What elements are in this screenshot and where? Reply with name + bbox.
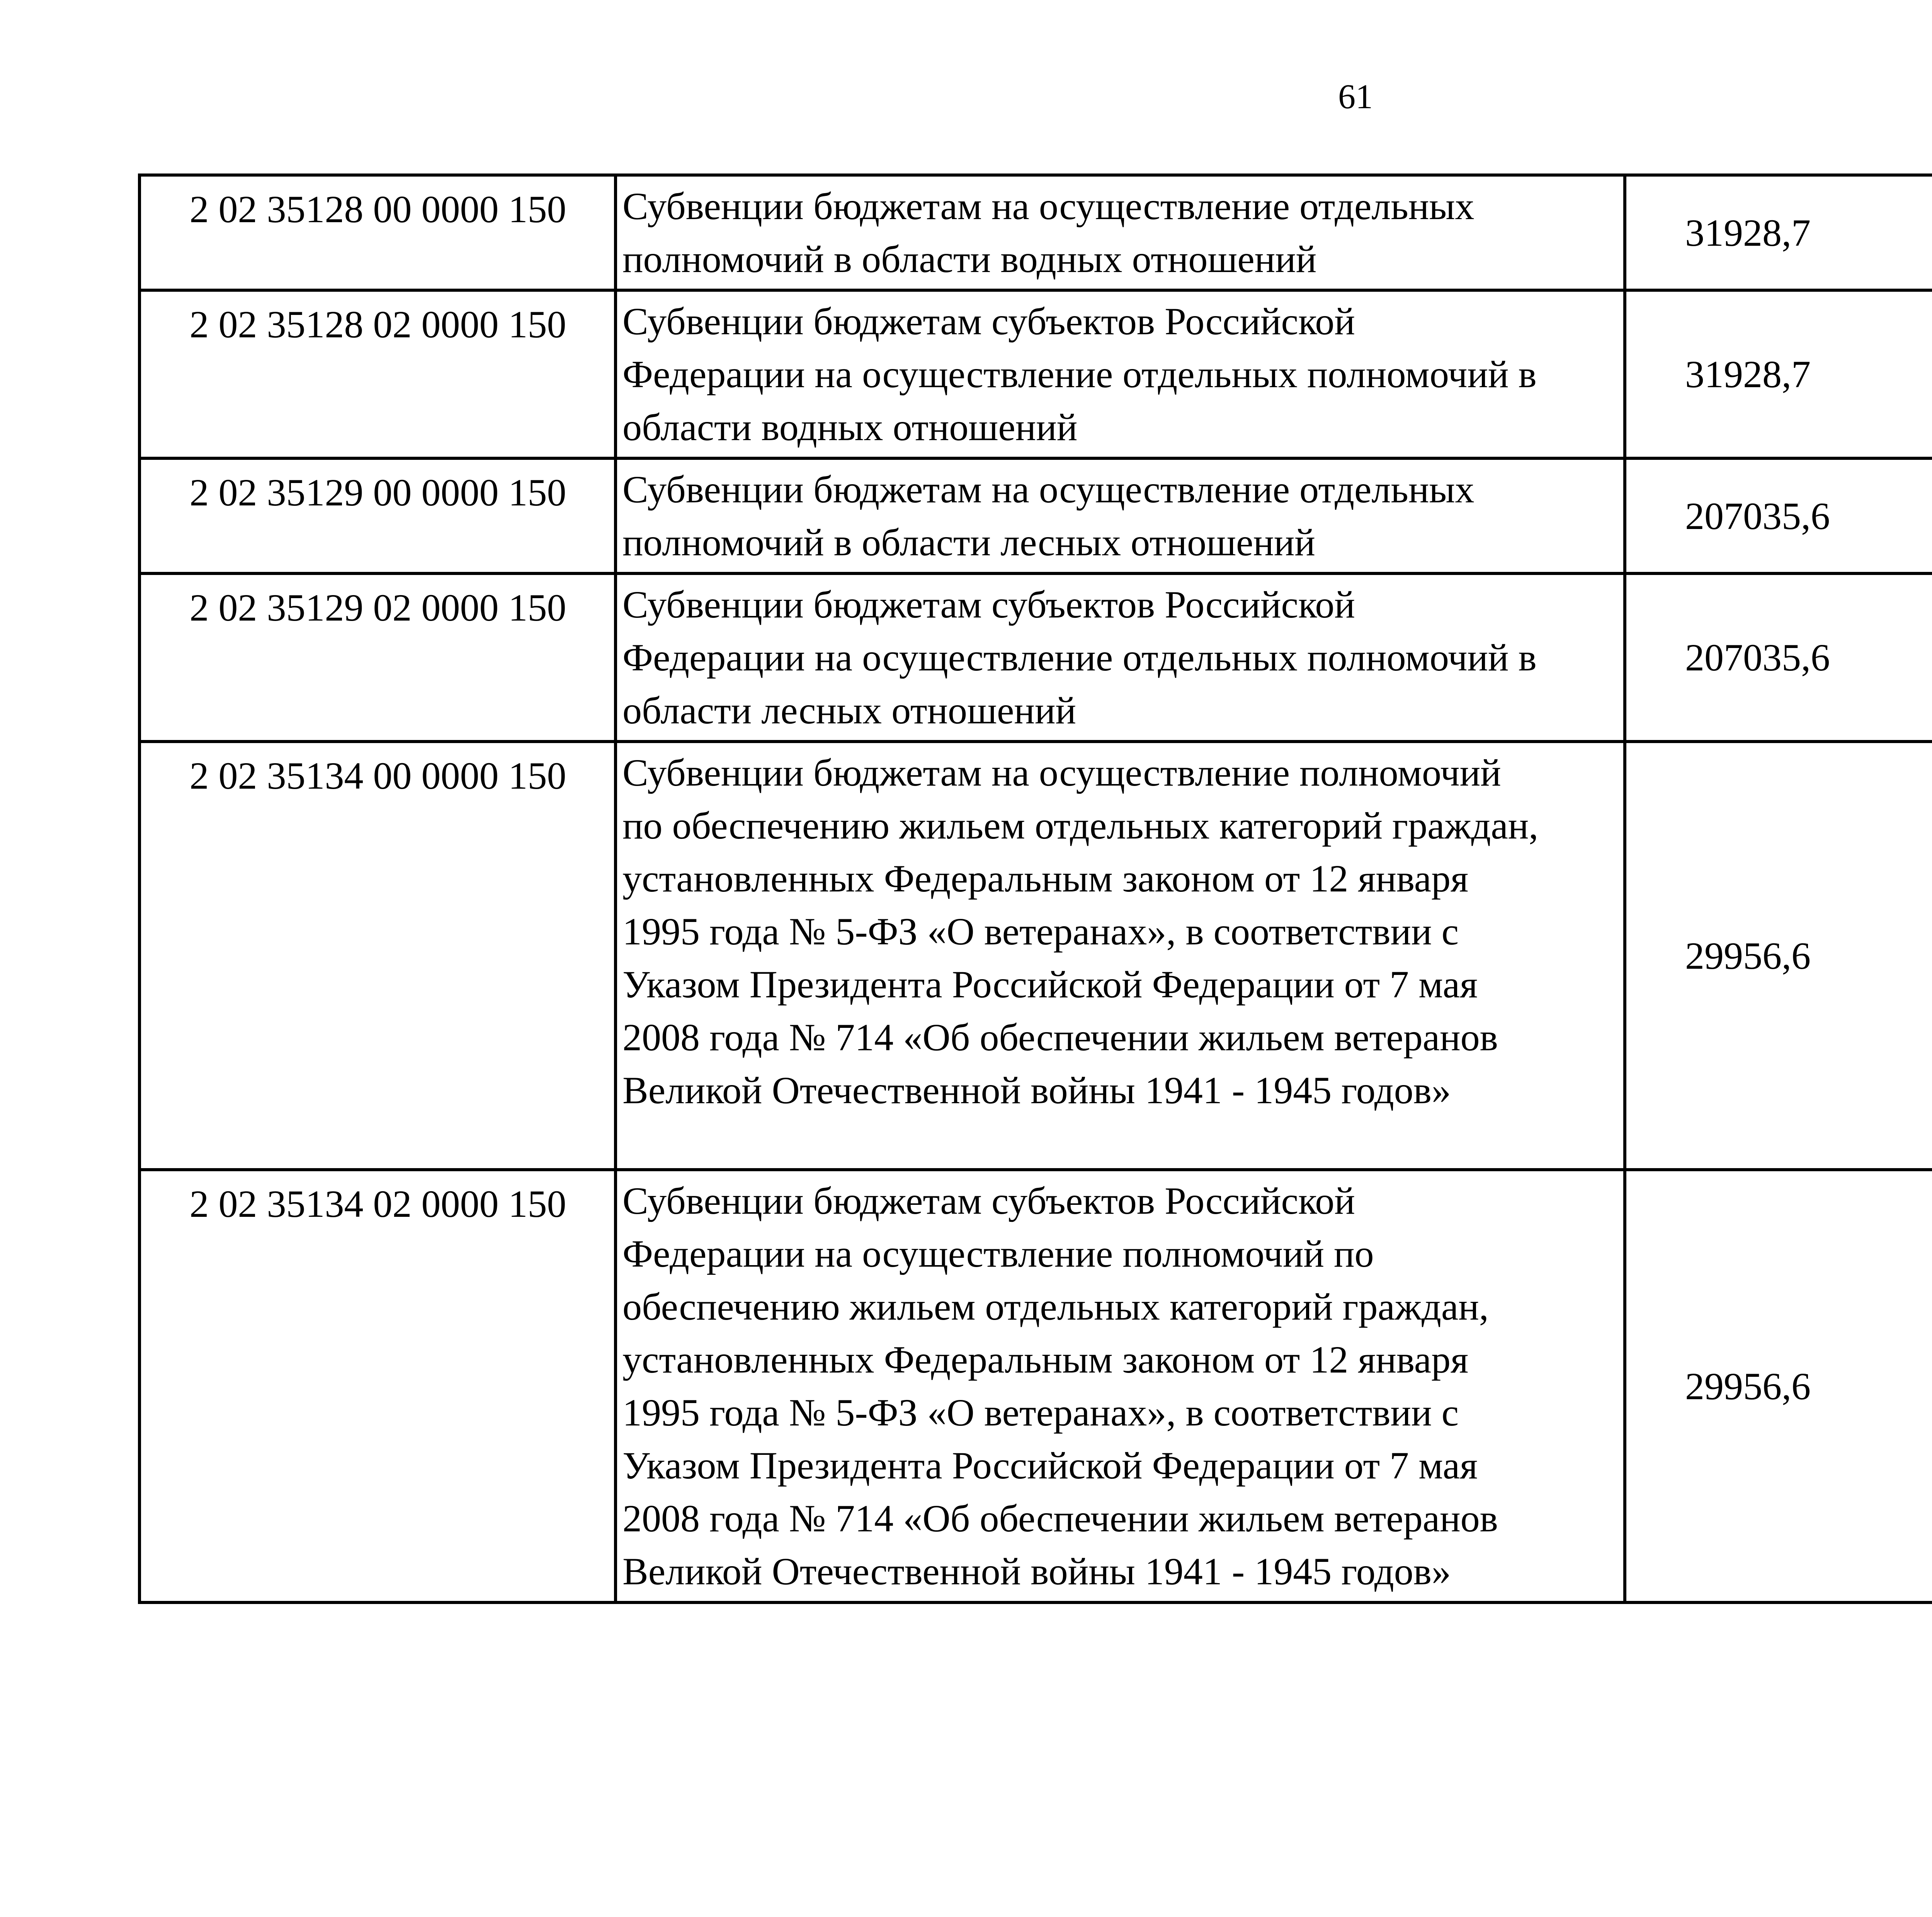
description-line: 2008 года № 714 «Об обеспечении жильем ветеранов (622, 1497, 1498, 1540)
value-cell-1: 31928,7 (1625, 175, 1932, 290)
description-line: области водных отношений (622, 406, 1078, 449)
value-cell-1: 29956,6 (1625, 1170, 1932, 1602)
description-line: Субвенции бюджетам на осуществление отдельных (622, 185, 1475, 228)
description-line: Указом Президента Российской Федерации от 7 мая (622, 1444, 1478, 1487)
table-row (139, 175, 1932, 290)
value-cell-1: 207035,6 (1625, 458, 1932, 573)
description-line: обеспечению жильем отдельных категорий граждан, (622, 1285, 1489, 1328)
value-cell-1: 207035,6 (1625, 573, 1932, 742)
description-line: Федерации на осуществление отдельных полномочий в (622, 636, 1537, 679)
description-line: Субвенции бюджетам субъектов Российской (622, 1179, 1355, 1222)
description-line: области лесных отношений (622, 689, 1076, 732)
table-row (139, 742, 1932, 1170)
budget-table (138, 173, 1932, 1604)
description-cell (616, 458, 1625, 573)
description-line: Субвенции бюджетам субъектов Российской (622, 300, 1355, 343)
budget-code-cell: 2 02 35128 02 0000 150 (139, 290, 616, 458)
description-line: 1995 года № 5-ФЗ «О ветеранах», в соответствии с (622, 910, 1459, 953)
description-line: полномочий в области водных отношений (622, 238, 1317, 281)
table-row (139, 290, 1932, 458)
table-row (139, 458, 1932, 573)
description-line: Великой Отечественной войны 1941 - 1945 годов» (622, 1069, 1451, 1112)
budget-code-cell: 2 02 35134 02 0000 150 (139, 1170, 616, 1602)
description-line: Субвенции бюджетам на осуществление полномочий (622, 751, 1501, 794)
description-cell (616, 175, 1625, 290)
description-line: Указом Президента Российской Федерации от 7 мая (622, 963, 1478, 1006)
description-line: установленных Федеральным законом от 12 января (622, 1338, 1469, 1381)
description-line: Субвенции бюджетам на осуществление отдельных (622, 468, 1475, 511)
description-line: 2008 года № 714 «Об обеспечении жильем ветеранов (622, 1016, 1498, 1059)
description-cell (616, 573, 1625, 742)
budget-code-cell: 2 02 35134 00 0000 150 (139, 742, 616, 1170)
value-cell-1: 31928,7 (1625, 290, 1932, 458)
page-number: 61 (1338, 78, 1373, 116)
description-line: по обеспечению жильем отдельных категорий граждан, (622, 804, 1539, 847)
description-line: Великой Отечественной войны 1941 - 1945 годов» (622, 1550, 1451, 1593)
table-row (139, 573, 1932, 742)
description-cell (616, 290, 1625, 458)
budget-code-cell: 2 02 35129 00 0000 150 (139, 458, 616, 573)
value-cell-1: 29956,6 (1625, 742, 1932, 1170)
description-line: полномочий в области лесных отношений (622, 521, 1315, 564)
description-line: Федерации на осуществление отдельных полномочий в (622, 353, 1537, 396)
description-line: Субвенции бюджетам субъектов Российской (622, 583, 1355, 626)
description-line: установленных Федеральным законом от 12 января (622, 857, 1469, 900)
description-cell (616, 1170, 1625, 1602)
description-line: Федерации на осуществление полномочий по (622, 1232, 1374, 1275)
description-cell (616, 742, 1625, 1170)
description-line: 1995 года № 5-ФЗ «О ветеранах», в соответствии с (622, 1391, 1459, 1434)
budget-code-cell: 2 02 35128 00 0000 150 (139, 175, 616, 290)
budget-code-cell: 2 02 35129 02 0000 150 (139, 573, 616, 742)
table-row (139, 1170, 1932, 1602)
